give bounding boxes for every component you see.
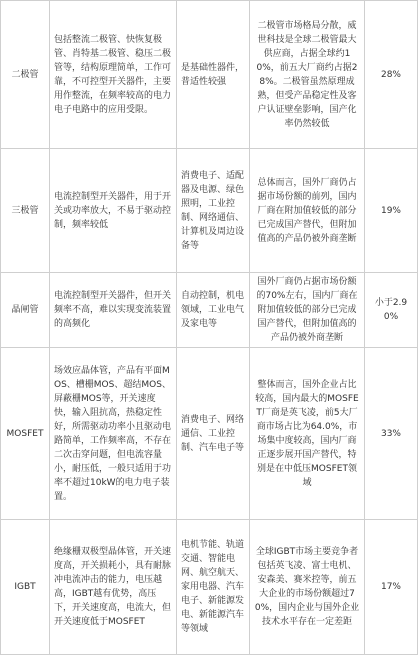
device-name: MOSFET xyxy=(1,348,50,520)
share-cell: 28% xyxy=(365,1,418,149)
share-cell: 17% xyxy=(365,520,418,655)
device-name: IGBT xyxy=(1,520,50,655)
application-cell: 消费电子、适配器及电源、绿色照明，工业控制、网络通信、计算机及周边设备等 xyxy=(177,149,250,273)
device-name: 晶闸管 xyxy=(1,273,50,348)
principle-cell: 场效应晶体管，产品有平面MOS、槽栅MOS、超结MOS、屏蔽栅MOS等，开关速度快，输入阻抗高，热稳定性好，所需驱动功率小且驱动电路简单，工作频率高，不存在二次击穿问题，但电流容量小，耐压低，一般只适用于功率不超过10kW的电力电子装置。 xyxy=(50,348,177,520)
application-cell: 消费电子、网络通信、工业控制、汽车电子等 xyxy=(177,348,250,520)
table-row xyxy=(1,348,418,520)
principle-cell: 包括整流二极管、快恢复极管、肖特基二极管、稳压二极管等，结构原理简单，工作可靠，不可控型开关器件，主要用作整流，在频率较高的电力电子电路中的应用受限。 xyxy=(50,1,177,149)
share-cell: 19% xyxy=(365,149,418,273)
market-cell: 整体而言，国外企业占比较高，国内最大的MOSFET厂商是英飞凌，前5大厂商市场占比为64.0%，市场集中度较高，国内厂商正逐步展开国产替代，特别是在中低压MOSFET领域 xyxy=(250,348,365,520)
table-row xyxy=(1,520,418,655)
share-cell: 小于2.90% xyxy=(365,273,418,348)
principle-cell: 绝缘栅双极型晶体管，开关速度高，开关损耗小，具有耐脉冲电流冲击的能力，电压越高，IGBT越有优势，高压下，开关速度高，电流大，但开关速度低于MOSFET xyxy=(50,520,177,655)
market-cell: 二极管市场格局分散，威世科技是全球二极管最大供应商，占据全球约10%，前五大厂商约占据28%。二极管虽然原理成熟，但受产品稳定性及客户认证壁垒影响，国产化率仍然较低 xyxy=(250,1,365,149)
principle-cell: 电流控制型开关器件，但开关频率不高，难以实现变流装置的高频化 xyxy=(50,273,177,348)
device-name: 二极管 xyxy=(1,1,50,149)
market-cell: 总体而言，国外厂商仍占据市场份额的前列，国内厂商在附加值较低的部分已完成国产替代，但附加值高的产品仍被外商垄断 xyxy=(250,149,365,273)
market-cell: 全球IGBT市场主要竞争者包括英飞凌、富士电机、安森美、赛米控等，前五大企业的市场份额超过70%，国内企业与国外企业技术水平存在一定差距 xyxy=(250,520,365,655)
application-cell: 自动控制，机电领域，工业电气及家电等 xyxy=(177,273,250,348)
application-cell: 是基础性器件，普适性较强 xyxy=(177,1,250,149)
market-cell: 国外厂商仍占据市场份额的70%左右，国内厂商在附加值较低的部分已完成国产替代，但附加值高的产品仍被外商垄断 xyxy=(250,273,365,348)
principle-cell: 电流控制型开关器件，用于开关或功率放大，不易于驱动控制，频率较低 xyxy=(50,149,177,273)
share-cell: 33% xyxy=(365,348,418,520)
table-row xyxy=(1,273,418,348)
table-row xyxy=(1,149,418,273)
device-name: 三极管 xyxy=(1,149,50,273)
application-cell: 电机节能、轨道交通、智能电网、航空航天、家用电器、汽车电子、新能源发电、新能源汽车等领域 xyxy=(177,520,250,655)
table-row xyxy=(1,1,418,149)
